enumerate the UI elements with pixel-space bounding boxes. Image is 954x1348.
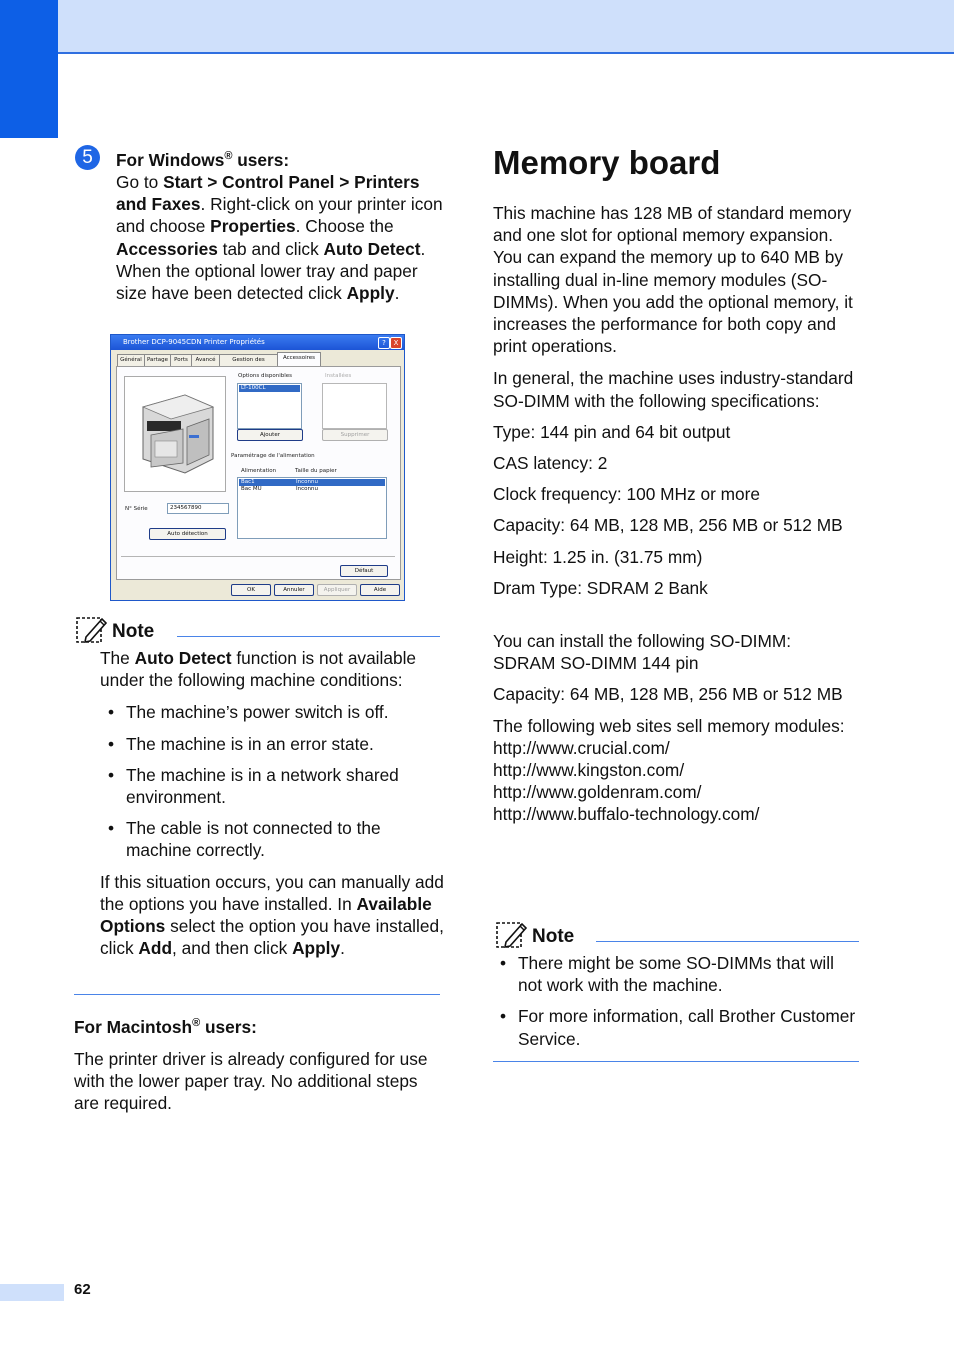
tab-accessories[interactable]: Accessoires [277,352,321,367]
serial-label: N° Série [125,506,148,512]
option-item[interactable]: LT-100CL [239,385,300,392]
website-link[interactable]: http://www.buffalo-technology.com/ [493,804,760,825]
right-column [493,142,863,826]
dialog-title: Brother DCP-9045CDN Printer Propriétés [123,338,265,346]
paper-setting-label: Paramétrage de l'alimentation [231,453,315,459]
row-size: Inconnu [296,486,318,492]
paragraph: This machine has 128 MB of standard memory and one slot for optional memory expansion. You can expand the memory up to 640 MB by installing dual in-line memory modules (SO-DIMMs). When you add the optional memory, it increases the performance for both copy and print operations. [493,203,853,357]
default-button[interactable]: Défaut [340,565,388,577]
printer-image [124,376,226,492]
note-label: Note [532,926,575,947]
printer-illustration-icon [125,377,225,491]
spec-line: Height: 1.25 in. (31.75 mm) [493,546,703,567]
mac-text: The printer driver is already configured for use with the lower paper tray. No additional steps are required. [74,1048,428,1114]
chapter-tab [0,0,58,138]
note-label: Note [112,621,155,642]
list-item: • For more information, call Brother Customer Service. [492,1005,862,1049]
printer-properties-dialog [110,334,405,601]
note-header [76,615,440,649]
accessories-panel [116,366,401,580]
available-options-label: Options disponibles [238,373,292,379]
close-title-button[interactable]: X [390,337,402,349]
help-title-button[interactable]: ? [378,337,390,349]
install-line: You can install the following SO-DIMM: [493,631,792,652]
spec-line: CAS latency: 2 [493,453,608,474]
note-end-rule [74,994,440,995]
auto-detect-button[interactable]: Auto détection [149,528,226,540]
step-number-badge: 5 [75,145,100,170]
note-body [100,647,444,959]
note-outro: If this situation occurs, you can manually add the options you have installed. In Available Options select the option you have installed, click Add, and then click Apply. [100,871,444,959]
divider [121,556,395,557]
help-button[interactable]: Aide [360,584,400,596]
remove-option-button[interactable]: Supprimer [322,429,388,441]
list-item: • The machine is in an error state. [100,733,444,755]
page-number: 62 [74,1281,91,1298]
website-link[interactable]: http://www.goldenram.com/ [493,782,702,803]
serial-field[interactable]: 234567890 [167,503,229,514]
spec-line: Clock frequency: 100 MHz or more [493,484,760,505]
websites-intro: The following web sites sell memory modules: [493,715,845,736]
tab-color-management[interactable]: Gestion des [219,354,278,366]
list-item: • There might be some SO-DIMMs that will not work with the machine. [492,952,862,996]
step-instructions [116,145,444,304]
note-end-rule [493,1061,859,1062]
page-title: Memory board [493,144,721,181]
cancel-button[interactable]: Annuler [274,584,314,596]
available-options-list[interactable] [237,383,302,429]
installed-options-label: Installées [325,373,352,379]
table-row[interactable] [239,486,385,493]
note-pencil-icon [76,615,108,645]
spec-line: Capacity: 64 MB, 128 MB, 256 MB or 512 MB [493,515,843,536]
note-rule [177,636,440,637]
windows-heading: For Windows® users: [116,149,290,170]
tab-sharing[interactable]: Partage [144,354,171,366]
note-rule [596,941,859,942]
header-band [0,0,954,54]
mac-section [74,1012,444,1115]
note-body [492,952,862,1050]
install-line: SDRAM SO-DIMM 144 pin [493,653,699,674]
apply-button[interactable]: Appliquer [317,584,357,596]
tab-ports[interactable]: Ports [170,354,192,366]
website-link[interactable]: http://www.crucial.com/ [493,737,670,758]
paper-source-table[interactable] [237,477,387,539]
source-column-header: Alimentation [241,468,277,474]
installed-options-list[interactable] [322,383,387,429]
list-item: • The machine is in a network shared environment. [100,764,444,808]
list-item: • The cable is not connected to the machine correctly. [100,817,444,861]
row-size: Inconnu [296,479,318,485]
note-header [496,920,859,954]
add-option-button[interactable]: Ajouter [237,429,303,441]
step-text: Go to Start > Control Panel > Printers and Faxes. Right-click on your printer icon and choose Properties. Choose the Accessories tab and click Auto Detect. When the optional lower tray and paper size have been detected click Apply. [116,171,443,303]
website-link[interactable]: http://www.kingston.com/ [493,760,685,781]
row-source: Bac1 [241,479,255,485]
size-column-header: Taille du papier [295,468,337,474]
list-item: • The machine’s power switch is off. [100,701,444,723]
table-row[interactable] [239,479,385,486]
note-intro: The Auto Detect function is not available under the following machine conditions: [100,648,417,691]
note-pencil-icon [496,920,528,950]
mac-heading: For Macintosh® users: [74,1016,257,1037]
spec-line: Type: 144 pin and 64 bit output [493,421,731,442]
row-source: Bac MU [241,486,262,492]
tab-advanced[interactable]: Avancé [191,354,220,366]
tab-general[interactable]: Général [117,354,145,366]
page-number-band [0,1284,64,1301]
paragraph: In general, the machine uses industry-standard SO-DIMM with the following specifications: [493,368,854,411]
spec-line: Dram Type: SDRAM 2 Bank [493,577,708,598]
ok-button[interactable]: OK [231,584,271,596]
dialog-title-bar [111,335,404,350]
capacity-line: Capacity: 64 MB, 128 MB, 256 MB or 512 MB [493,684,843,705]
